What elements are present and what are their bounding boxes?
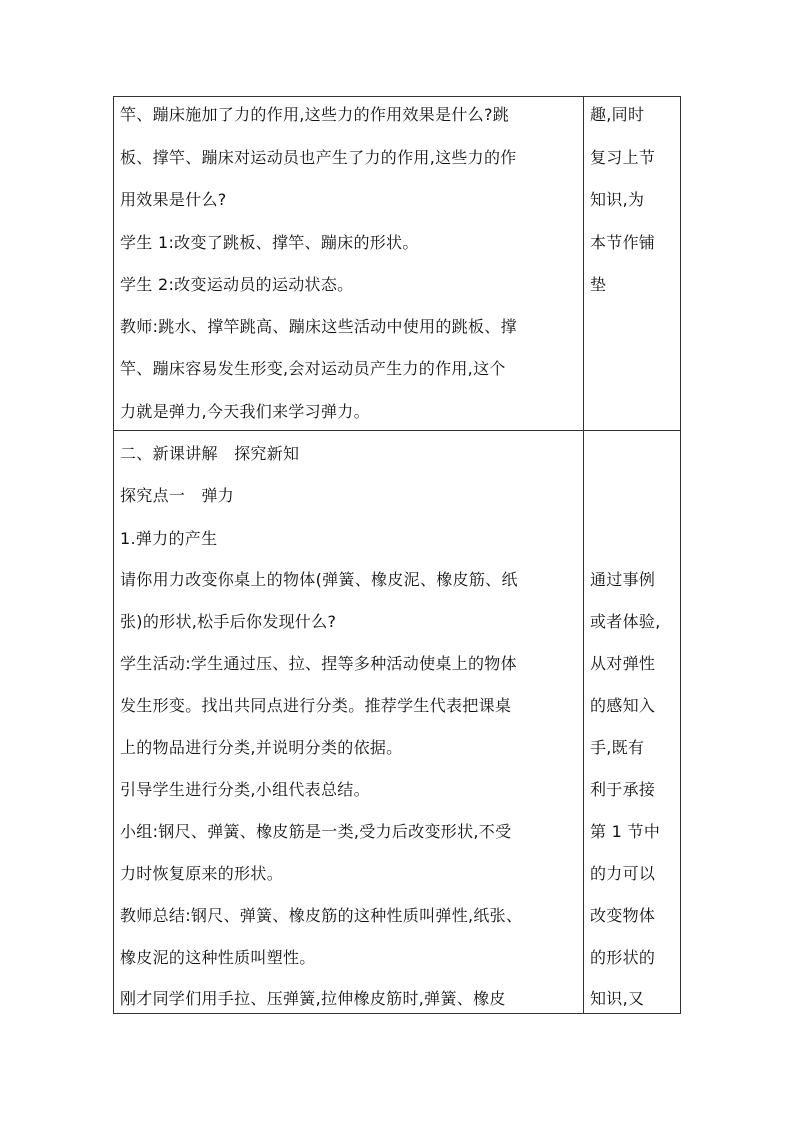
section-heading: 二、新课讲解 探究新知 bbox=[120, 444, 300, 463]
text-line: 张)的形状,松手后你发现什么? bbox=[120, 612, 337, 631]
teaching-process-cell bbox=[114, 431, 584, 1014]
subsection-heading: 探究点一 弹力 bbox=[120, 486, 235, 505]
text-line: 用效果是什么? bbox=[120, 190, 227, 209]
text-line: 力就是弹力,今天我们来学习弹力。 bbox=[120, 402, 370, 421]
text-line: 发生形变。找出共同点进行分类。推荐学生代表把课桌 bbox=[120, 696, 512, 715]
text-line: 刚才同学们用手拉、压弹簧,拉伸橡皮筋时,弹簧、橡皮 bbox=[120, 989, 506, 1008]
text-line: 第 1 节中 bbox=[590, 822, 661, 841]
text-line: 本节作铺 bbox=[590, 233, 656, 252]
text-line: 力时恢复原来的形状。 bbox=[120, 864, 284, 883]
text-line: 知识,为 bbox=[590, 190, 645, 209]
text-line: 教师总结:钢尺、弹簧、橡皮筋的这种性质叫弹性,纸张、 bbox=[120, 906, 523, 925]
text-line: 竿、蹦床施加了力的作用,这些力的作用效果是什么?跳 bbox=[120, 105, 510, 124]
subsection-heading: 1.弹力的产生 bbox=[120, 529, 218, 548]
text-line: 学生活动:学生通过压、拉、捏等多种活动使桌上的物体 bbox=[120, 654, 517, 673]
text-line: 或者体验, bbox=[590, 612, 661, 631]
text-line: 利于承接 bbox=[590, 780, 656, 799]
text-line: 垫 bbox=[590, 275, 607, 294]
text-line: 上的物品进行分类,并说明分类的依据。 bbox=[120, 738, 403, 757]
text-line: 的形状的 bbox=[590, 948, 656, 967]
text-line: 改变物体 bbox=[590, 906, 656, 925]
text-line: 教师:跳水、撑竿跳高、蹦床这些活动中使用的跳板、撑 bbox=[120, 317, 517, 336]
text-line: 竿、蹦床容易发生形变,会对运动员产生力的作用,这个 bbox=[120, 359, 506, 378]
text-line: 引导学生进行分类,小组代表总结。 bbox=[120, 780, 370, 799]
text-line: 学生 1:改变了跳板、撑竿、蹦床的形状。 bbox=[120, 233, 419, 252]
text-line: 的感知入 bbox=[590, 696, 656, 715]
text-line: 复习上节 bbox=[590, 148, 656, 167]
design-intent-cell bbox=[584, 97, 681, 431]
text-line: 趣,同时 bbox=[590, 105, 645, 124]
text-line: 的力可以 bbox=[590, 864, 656, 883]
table-row bbox=[114, 97, 681, 431]
text-line: 从对弹性 bbox=[590, 654, 656, 673]
text-line: 通过事例 bbox=[590, 570, 656, 589]
text-line: 请你用力改变你桌上的物体(弹簧、橡皮泥、橡皮筋、纸 bbox=[120, 570, 518, 589]
text-line: 小组:钢尺、弹簧、橡皮筋是一类,受力后改变形状,不受 bbox=[120, 822, 512, 841]
text-line: 板、撑竿、蹦床对运动员也产生了力的作用,这些力的作 bbox=[120, 148, 517, 167]
text-line: 知识,又 bbox=[590, 989, 645, 1008]
table-row bbox=[114, 431, 681, 1014]
text-line: 手,既有 bbox=[590, 738, 645, 757]
teaching-process-cell bbox=[114, 97, 584, 431]
lesson-plan-table bbox=[113, 96, 681, 1014]
design-intent-cell bbox=[584, 431, 681, 1014]
text-line: 学生 2:改变运动员的运动状态。 bbox=[120, 275, 354, 294]
text-line: 橡皮泥的这种性质叫塑性。 bbox=[120, 948, 316, 967]
